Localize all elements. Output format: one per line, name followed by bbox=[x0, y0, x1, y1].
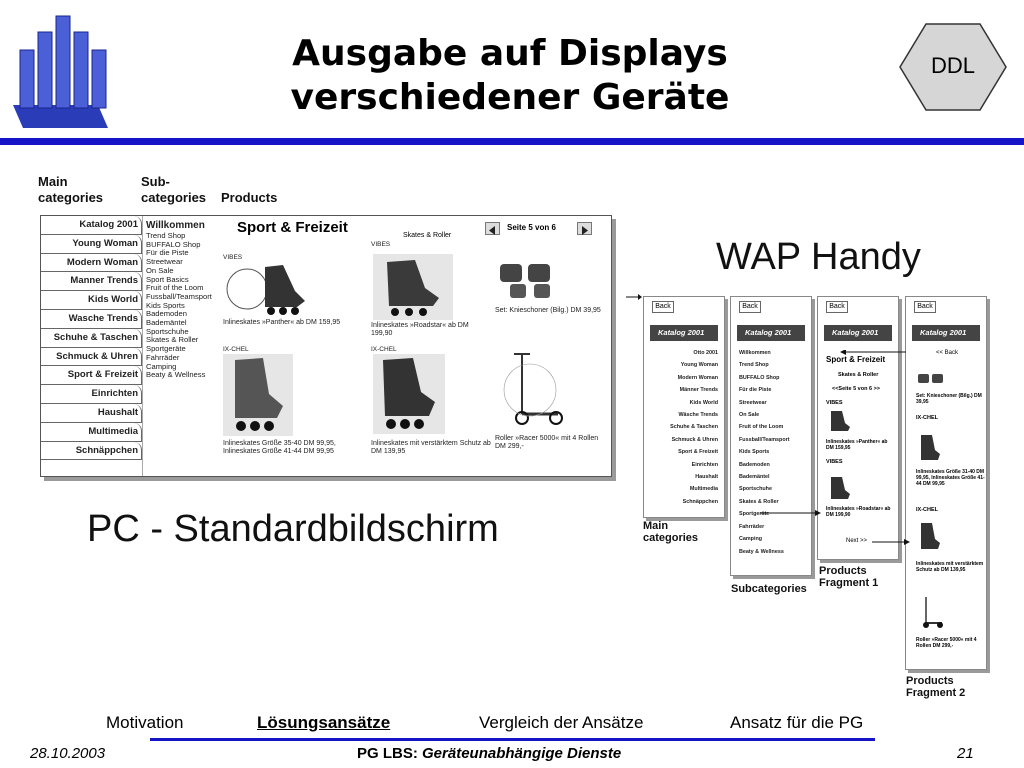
wap-list-item[interactable]: Fruit of the Loom bbox=[739, 424, 784, 431]
pc-nav-item[interactable]: Multimedia bbox=[41, 423, 142, 442]
pc-header-main bbox=[38, 174, 103, 206]
wap-brand: IX-CHEL bbox=[916, 507, 938, 513]
wap-list-item[interactable]: Männer Trends bbox=[679, 387, 718, 394]
wap-back-button[interactable]: Back bbox=[739, 301, 761, 313]
product-brand: IX-CHEL bbox=[371, 346, 397, 353]
wap-list-item[interactable]: Kids World bbox=[689, 399, 718, 406]
wap-list-item[interactable]: Willkommen bbox=[739, 350, 771, 356]
wap-product-subtitle: Skates & Roller bbox=[838, 372, 879, 378]
annotation-arrows bbox=[760, 350, 910, 550]
wap-list-item[interactable]: Bademoden bbox=[739, 461, 770, 468]
wap-product-text: Inlineskates mit verstärktem Schutz ab DM 139,95 bbox=[916, 561, 984, 573]
pc-sub-item[interactable]: Sport Basics bbox=[146, 274, 189, 284]
pc-screenshot bbox=[40, 215, 612, 477]
product-description: Roller »Racer 5000« mit 4 Rollen DM 299,- bbox=[495, 435, 599, 450]
wap-list-item[interactable]: Otto 2001 bbox=[693, 350, 718, 356]
knee-pads-image[interactable] bbox=[496, 258, 564, 302]
ddl-badge-label: DDL bbox=[930, 53, 975, 78]
footer-course bbox=[357, 745, 621, 762]
pc-header-sub-line2: categories bbox=[141, 190, 207, 205]
wap-label: WAP Handy bbox=[716, 236, 921, 278]
product-brand: IX-CHEL bbox=[223, 346, 249, 353]
page-indicator: Seite 5 von 6 bbox=[507, 223, 556, 232]
wap-list-item[interactable]: On Sale bbox=[739, 412, 760, 419]
slide-title-line1: Ausgabe auf Displays bbox=[292, 33, 728, 74]
arrow-left-icon bbox=[486, 225, 499, 236]
wap-product-text: Inlineskates »Roadstar« ab DM 199,90 bbox=[826, 506, 891, 518]
product-description: Inlineskates »Panther« ab DM 159,95 bbox=[223, 319, 341, 326]
pc-sub-item[interactable]: Bademoden bbox=[146, 309, 187, 319]
wap-card-products-2 bbox=[905, 296, 987, 670]
pc-nav-item[interactable]: Schmuck & Uhren bbox=[41, 348, 142, 367]
pc-header-sub-line1: Sub- bbox=[141, 174, 170, 189]
wap-back-button[interactable]: Back bbox=[826, 301, 848, 313]
pc-subcategory-list bbox=[144, 216, 221, 476]
pc-label: PC - Standardbildschirm bbox=[87, 508, 499, 550]
footer-course-topic: Geräteunabhängige Dienste bbox=[422, 745, 622, 762]
pc-main-nav bbox=[41, 216, 143, 476]
wap-product-text: Roller »Racer 5000« mit 4 Rollen DM 299,- bbox=[916, 637, 977, 649]
pc-nav-item[interactable]: Manner Trends bbox=[41, 272, 142, 291]
wap-list-item[interactable]: Wäsche Trends bbox=[678, 412, 718, 419]
footer-divider bbox=[150, 738, 875, 741]
pc-nav-item[interactable]: Schuhe & Taschen bbox=[41, 329, 142, 348]
wap-list-item[interactable]: Für die Piste bbox=[739, 387, 772, 394]
pc-nav-item[interactable]: Sport & Freizeit bbox=[41, 366, 142, 385]
footer-nav-loesungsansaetze[interactable]: Lösungsansätze bbox=[257, 713, 391, 732]
product-description: Set: Knieschoner (Bilg.) DM 39,95 bbox=[495, 307, 601, 314]
pc-sub-item[interactable]: Für die Piste bbox=[146, 248, 189, 258]
wap-next-link[interactable]: Next >> bbox=[846, 538, 868, 544]
wap-list-item[interactable]: Streetwear bbox=[739, 399, 767, 406]
inline-skate-image[interactable] bbox=[223, 354, 293, 436]
wap-brand: IX-CHEL bbox=[916, 415, 938, 421]
product-brand: VIBES bbox=[223, 254, 243, 261]
wap-caption-main bbox=[643, 520, 698, 544]
pc-header-main-line1: Main bbox=[38, 174, 68, 189]
wap-product-text: Set: Knieschoner (Bilg.) DM 39,95 bbox=[916, 393, 982, 405]
wap-back-button[interactable]: Back bbox=[652, 301, 674, 313]
wap-caption-products-2-line1: Products bbox=[906, 675, 954, 687]
wap-list-item[interactable]: Haushalt bbox=[695, 474, 718, 481]
wap-product-text: Inlineskates »Panther« ab DM 159,95 bbox=[826, 439, 888, 451]
slide-title bbox=[200, 32, 820, 120]
pc-nav-item[interactable]: Young Woman bbox=[41, 235, 142, 254]
university-logo bbox=[8, 10, 113, 130]
wap-catalog-header: Katalog 2001 bbox=[650, 325, 718, 341]
wap-list-item[interactable]: Kids Sports bbox=[739, 449, 770, 456]
pc-header-products: Products bbox=[221, 190, 278, 205]
footer-nav-ansatz[interactable]: Ansatz für die PG bbox=[730, 713, 864, 732]
arrow-right-icon bbox=[626, 292, 642, 302]
pc-header-main-line2: categories bbox=[38, 190, 104, 205]
wap-back-button[interactable]: Back bbox=[914, 301, 936, 313]
pc-sub-item[interactable]: Fahrräder bbox=[146, 352, 180, 362]
inline-skate-image[interactable] bbox=[225, 261, 317, 317]
pc-header-sub bbox=[141, 174, 206, 206]
pc-sub-item[interactable]: Willkommen bbox=[146, 220, 205, 231]
wap-list-item[interactable]: Fahrräder bbox=[739, 523, 765, 530]
scooter-image[interactable] bbox=[918, 595, 944, 629]
pc-nav-item[interactable]: Einrichten bbox=[41, 385, 142, 404]
wap-caption-products-1-line2: Fragment 1 bbox=[819, 577, 879, 589]
wap-list-item[interactable]: Schuhe & Taschen bbox=[670, 424, 718, 431]
pc-sub-item[interactable]: Skates & Roller bbox=[146, 335, 199, 345]
wap-catalog-header: Katalog 2001 bbox=[737, 325, 805, 341]
pc-sub-item[interactable]: Fussball/Teamsport bbox=[146, 291, 212, 301]
header-divider bbox=[0, 138, 1024, 145]
pc-nav-item[interactable]: Schnäppchen bbox=[41, 442, 142, 461]
wap-list-item[interactable]: Schmuck & Uhren bbox=[671, 436, 718, 443]
wap-page-nav[interactable]: <<Seite 5 von 6 >> bbox=[832, 386, 881, 392]
wap-caption-products-2 bbox=[906, 675, 965, 699]
wap-caption-sub: Subcategories bbox=[731, 583, 807, 595]
product-description: Inlineskates mit verstärktem Schutz ab DM 139,95 bbox=[371, 440, 491, 455]
pc-nav-item[interactable]: Kids World bbox=[41, 291, 142, 310]
wap-brand: VIBES bbox=[826, 459, 843, 465]
pc-nav-item[interactable]: Modern Woman bbox=[41, 254, 142, 273]
wap-list-item[interactable]: Einrichten bbox=[691, 461, 718, 468]
pc-sub-item[interactable]: Bademäntel bbox=[146, 318, 187, 328]
ddl-badge bbox=[898, 22, 1008, 112]
product-description: Inlineskates »Roadstar« ab DM 199,90 bbox=[371, 322, 469, 337]
wap-catalog-header: Katalog 2001 bbox=[912, 325, 980, 341]
wap-list-item[interactable]: Fussball/Teamsport bbox=[739, 436, 790, 443]
pc-sub-item[interactable]: On Sale bbox=[146, 265, 174, 275]
pc-product-title: Sport & Freizeit bbox=[237, 219, 348, 236]
pc-nav-item[interactable]: Wasche Trends bbox=[41, 310, 142, 329]
slide-title-line2: verschiedener Geräte bbox=[290, 77, 730, 118]
wap-catalog-header: Katalog 2001 bbox=[824, 325, 892, 341]
wap-list-item[interactable]: Sport & Freizeit bbox=[678, 449, 718, 456]
wap-list-item[interactable]: Multimedia bbox=[689, 486, 718, 493]
product-description: Inlineskates Größe 35-40 DM 99,95, Inlineskates Größe 41-44 DM 99,95 bbox=[223, 440, 336, 455]
footer-page-number: 21 bbox=[957, 745, 974, 762]
wap-card-main bbox=[643, 296, 725, 518]
wap-caption-products-2-line2: Fragment 2 bbox=[906, 687, 966, 699]
inline-skate-image[interactable] bbox=[918, 433, 942, 465]
product-brand: VIBES bbox=[371, 241, 391, 248]
pc-product-subtitle: Skates & Roller bbox=[403, 232, 452, 239]
next-page-button[interactable] bbox=[577, 222, 592, 235]
pc-nav-item[interactable]: Haushalt bbox=[41, 404, 142, 423]
footer-nav-motivation[interactable]: Motivation bbox=[106, 713, 184, 732]
wap-list-item[interactable]: Sportgeräte bbox=[739, 511, 770, 518]
pc-sub-item[interactable]: Sportgeräte bbox=[146, 344, 186, 354]
wap-list-item[interactable]: Trend Shop bbox=[739, 362, 769, 369]
wap-list-item[interactable]: BUFFALO Shop bbox=[739, 374, 780, 381]
wap-brand: VIBES bbox=[826, 400, 843, 406]
wap-caption-products-1-line1: Products bbox=[819, 565, 867, 577]
inline-skate-image[interactable] bbox=[918, 521, 942, 555]
inline-skate-image[interactable] bbox=[373, 354, 445, 434]
pc-sub-item[interactable]: Kids Sports bbox=[146, 300, 185, 310]
pc-sub-item[interactable]: Trend Shop bbox=[146, 231, 186, 240]
wap-list-item[interactable]: Bademäntel bbox=[739, 474, 770, 481]
pc-sub-item[interactable]: Fruit of the Loom bbox=[146, 283, 204, 293]
wap-list-item[interactable]: Beaty & Wellness bbox=[739, 548, 784, 555]
knee-pads-image[interactable] bbox=[916, 371, 946, 391]
wap-list-item[interactable]: Skates & Roller bbox=[739, 498, 779, 505]
arrow-right-icon bbox=[578, 225, 591, 236]
wap-caption-main-line1: Main bbox=[643, 520, 669, 532]
inline-skate-image[interactable] bbox=[373, 254, 453, 320]
prev-page-button[interactable] bbox=[485, 222, 500, 235]
footer-nav-vergleich[interactable]: Vergleich der Ansätze bbox=[479, 713, 644, 732]
footer-date: 28.10.2003 bbox=[30, 745, 106, 762]
wap-list-item[interactable]: Camping bbox=[739, 536, 763, 543]
wap-back-link[interactable]: << Back bbox=[936, 350, 959, 356]
wap-caption-main-line2: categories bbox=[643, 532, 699, 544]
pc-sub-item[interactable]: BUFFALO Shop bbox=[146, 239, 201, 249]
wap-product-title: Sport & Freizeit bbox=[826, 355, 886, 364]
footer-course-name: PG LBS: bbox=[357, 745, 423, 762]
wap-caption-products-1 bbox=[819, 565, 878, 589]
pc-product-area bbox=[221, 216, 611, 476]
wap-list-item[interactable]: Sportschuhe bbox=[739, 486, 772, 493]
pc-sub-item[interactable]: Beaty & Wellness bbox=[146, 370, 206, 380]
pc-sub-item[interactable]: Sportschuhe bbox=[146, 326, 189, 336]
wap-list-item[interactable]: Modern Woman bbox=[677, 374, 718, 381]
wap-list-item[interactable]: Schnäppchen bbox=[682, 498, 718, 505]
wap-main-list bbox=[670, 347, 718, 508]
pc-sub-item[interactable]: Streetwear bbox=[146, 257, 183, 267]
pc-sub-item[interactable]: Camping bbox=[146, 361, 177, 371]
scooter-image[interactable] bbox=[496, 350, 566, 430]
pc-nav-item[interactable]: Katalog 2001 bbox=[41, 216, 142, 235]
wap-product-text: Inlineskates Größe 31-40 DM 99,95, Inlineskates Größe 41-44 DM 99,95 bbox=[916, 469, 985, 487]
wap-list-item[interactable]: Young Woman bbox=[680, 362, 718, 369]
